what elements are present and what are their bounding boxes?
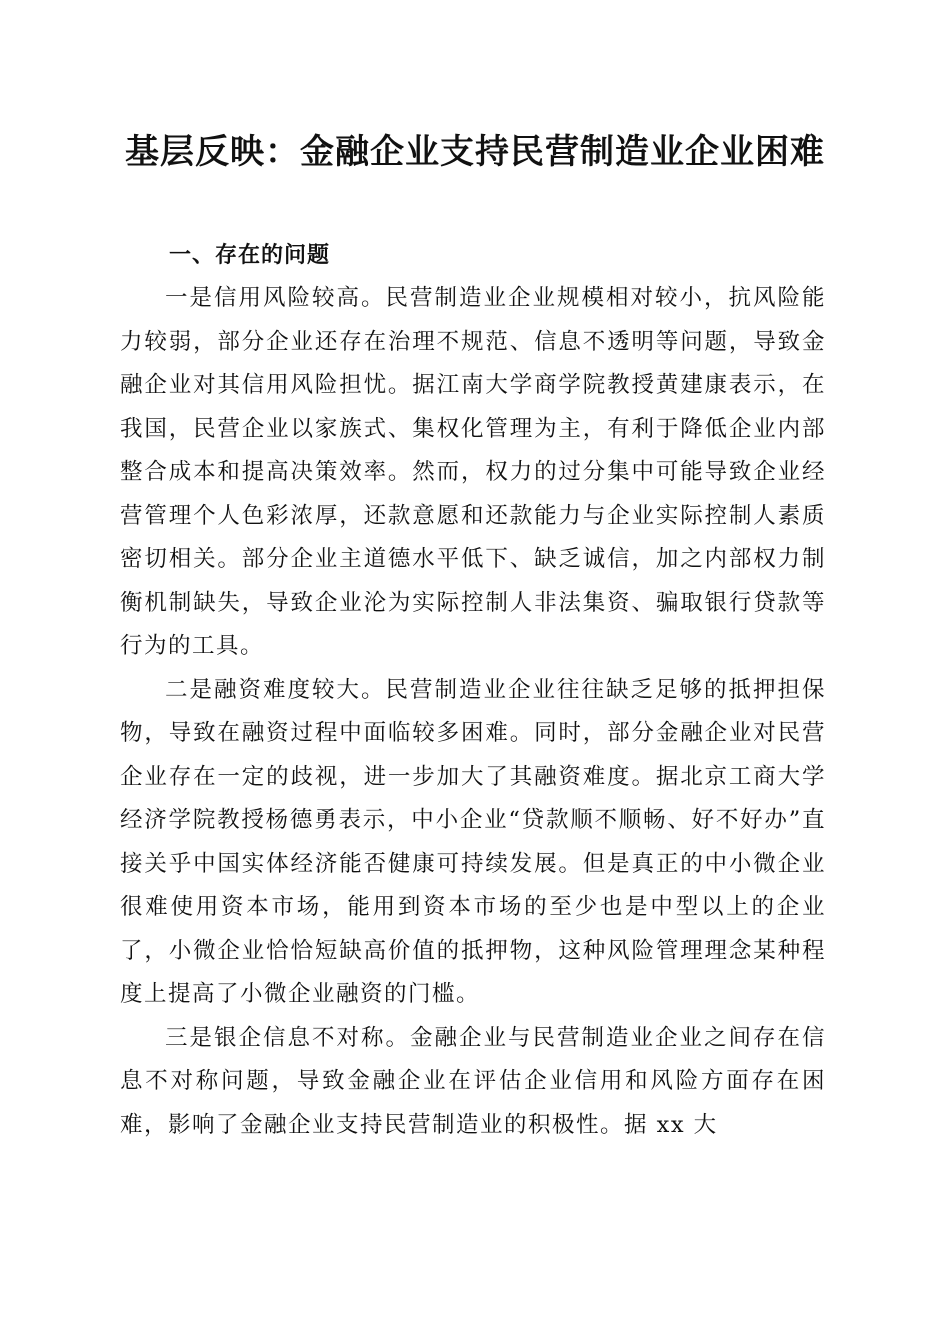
section-heading: 一、存在的问题 <box>169 243 331 268</box>
paragraph-text: 民营制造业企业规模相对较小，抗风险能力较弱，部分企业还存在治理不规范、信息不透明等问题，导致金融企业对其信用风险担忧。据江南大学商学院教授黄建康表示，在我国，民营企业以家族式、集权化管理为主，有利于降低企业内部整合成本和提高决策效率。然而，权力的过分集中可能导致企业经营管理个人色彩浓厚，还款意愿和还款能力与企业实际控制人素质密切相关。部分企业主道德水平低下、缺乏诚信，加之内部权力制衡机制缺失，导致企业沦为实际控制人非法集资、骗取银行贷款等行为的工具。 <box>120 285 826 659</box>
paragraph-lead: 三是银企信息不对称。 <box>165 1024 410 1051</box>
document-title: 基层反映：金融企业支持民营制造业企业困难 <box>125 132 825 172</box>
paragraph-lead: 二是融资难度较大。 <box>165 676 386 703</box>
paragraph-financing-difficulty <box>120 669 826 1017</box>
document-body <box>120 277 826 1147</box>
paragraph-lead: 一是信用风险较高。 <box>165 285 386 311</box>
paragraph-text: 民营制造业企业往往缺乏足够的抵押担保物，导致在融资过程中面临较多困难。同时，部分金融企业对民营企业存在一定的歧视，进一步加大了其融资难度。据北京工商大学经济学院教授杨德勇表示，中小企业“贷款顺不顺畅、好不好办”直接关乎中国实体经济能否健康可持续发展。但是真正的中小微企业很难使用资本市场，能用到资本市场的至少也是中型以上的企业了，小微企业恰恰短缺高价值的抵押物，这种风险管理理念某种程度上提高了小微企业融资的门槛。 <box>120 676 826 1007</box>
paragraph-text: 金融企业与民营制造业企业之间存在信息不对称问题，导致金融企业在评估企业信用和风险方面存在困难，影响了金融企业支持民营制造业的积极性。据 xx 大 <box>120 1024 826 1138</box>
paragraph-credit-risk <box>120 277 826 669</box>
paragraph-information-asymmetry <box>120 1017 826 1148</box>
